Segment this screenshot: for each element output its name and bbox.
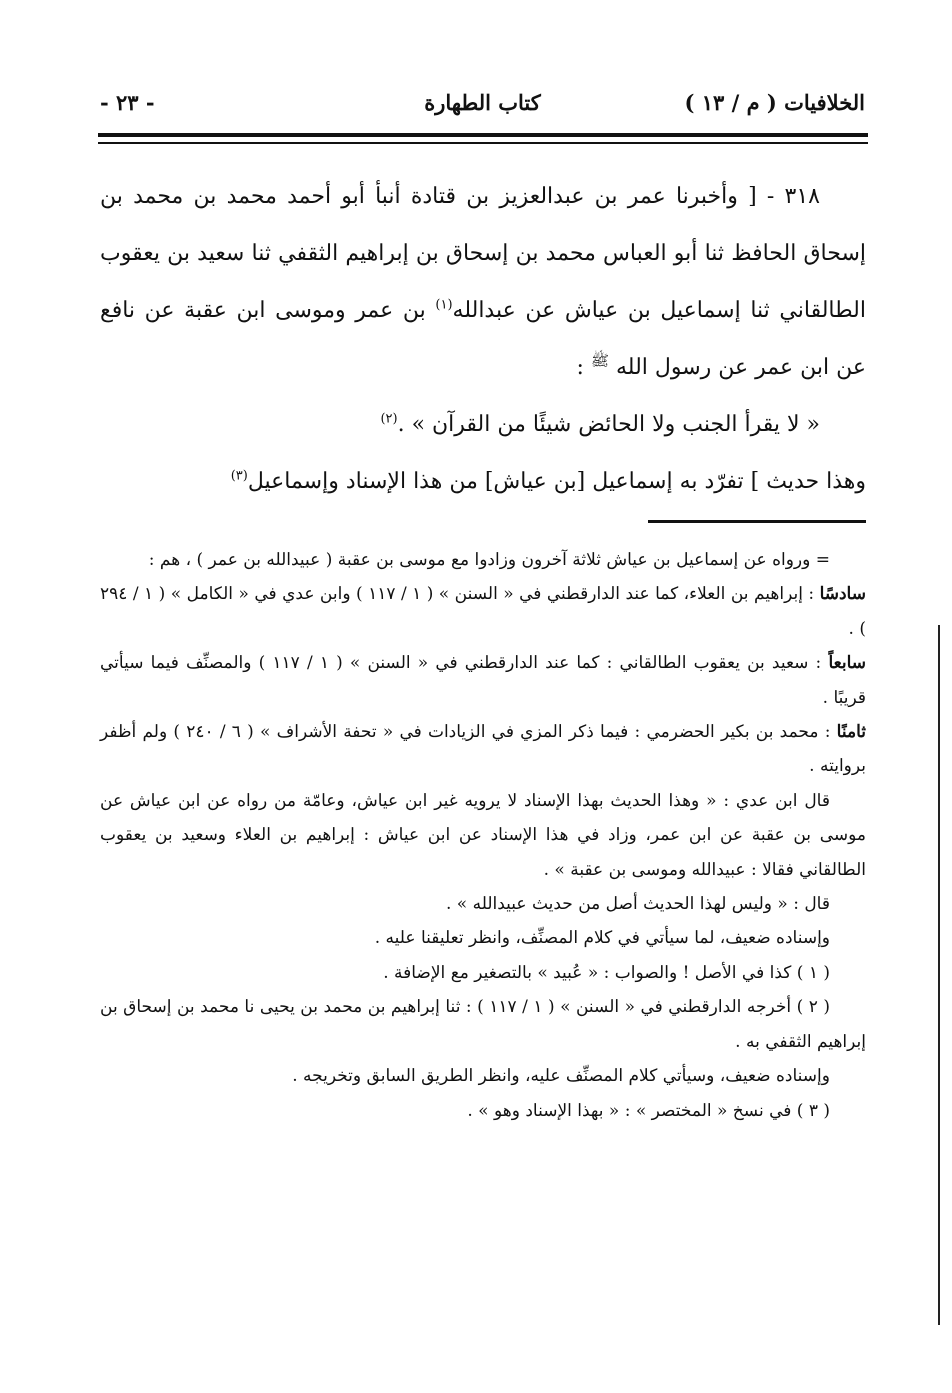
footnote-separator: [648, 520, 866, 523]
hadith-chain: ٣١٨ - [ وأخبرنا عمر بن عبدالعزيز بن قتادة أنبأ أبو أحمد محمد بن محمد بن إسحاق الحافظ ثنا أبو العباس محمد بن إسحاق بن إبراهيم الثقفي ثنا سعيد بن يعقوب الطالقاني ثنا إسماعيل بن عياش عن عبدالله: [100, 184, 866, 323]
footnote-ref-1: (١): [435, 297, 453, 313]
footnote-ibn-adi-said: قال : « وليس لهذا الحديث أصل من حديث عبيدالله » .: [445, 894, 830, 915]
footnote-isnad-weak: وإسناده ضعيف، لما سيأتي في كلام المصنِّف، وانظر تعليقنا عليه .: [374, 928, 830, 949]
footnote-item-text: : سعيد بن يعقوب الطالقاني : كما عند الدارقطني في « السنن » ( ١ / ١١٧ ) والمصنِّف فيما سيأتي قريبًا .: [100, 653, 866, 708]
hadith-text: [100, 396, 866, 453]
page-header: [100, 82, 865, 122]
footnote-ref-2: (٢): [380, 411, 398, 427]
footnote-continuation: = ورواه عن إسماعيل بن عياش ثلاثة آخرون وزادوا مع موسى بن عقبة ( عبيدالله بن عمر ) ، هم :: [148, 550, 830, 570]
hadith-quote: « لا يقرأ الجنب ولا الحائض شيئًا من القرآن » .: [397, 412, 820, 437]
footnote-item-text: : إبراهيم بن العلاء، كما عند الدارقطني في « السنن » ( ١ / ١١٧ ) وابن عدي في « الكامل » ( ١ / ٢٩٤ ) .: [100, 584, 866, 639]
main-text: [100, 168, 866, 510]
footnotes: [100, 543, 866, 1128]
hadith-chain-end: :: [576, 355, 591, 380]
ordinal-label: سادسًا: [819, 584, 866, 605]
footnote-3: ( ٣ ) في نسخ « المختصر » : « بهذا الإسناد وهو » .: [467, 1100, 830, 1121]
commentary-text: وهذا حديث ] تفرّد به إسماعيل [بن عياش] من هذا الإسناد وإسماعيل: [247, 469, 866, 494]
footnote-ref-3: (٣): [230, 468, 248, 484]
ordinal-label: سابعاً: [828, 653, 866, 674]
footnote-1: ( ١ ) كذا في الأصل ! والصواب : « عُبيد » بالتصغير مع الإضافة .: [383, 962, 830, 983]
salutation-glyph: ﷺ: [590, 351, 610, 370]
footnote-item-sixth: [100, 577, 866, 646]
footnote-item-text: : محمد بن بكير الحضرمي : فيما ذكر المزي في الزيادات في « تحفة الأشراف » ( ٦ / ٢٤٠ ) ولم أظفر بروايته .: [100, 722, 866, 777]
ordinal-label: ثامنًا: [836, 722, 866, 743]
footnote-2-isnad: وإسناده ضعيف، وسيأتي كلام المصنِّف عليه، وانظر الطريق السابق وتخريجه .: [292, 1066, 830, 1087]
footnote-ibn-adi-quote: قال ابن عدي : « وهذا الحديث بهذا الإسناد لا يرويه غير ابن عياش، وعامّة من رواه عن ابن عياش عن موسى بن عقبة عن ابن عمر، وزاد في هذا الإسناد عن ابن عياش : إبراهيم بن العلاء وسعيد بن يعقوب الطالقاني فقالا : عبيدالله وموسى بن عقبة » .: [100, 790, 866, 880]
hadith-paragraph: [100, 168, 866, 396]
footnote-item-eighth: [100, 715, 866, 784]
hadith-chain-continued: بن عمر وموسى ابن عقبة عن نافع عن ابن عمر عن رسول الله: [100, 298, 866, 380]
header-rule-thin: [98, 142, 868, 144]
header-chapter-title: كتاب الطهارة: [424, 89, 541, 115]
footnote-item-seventh: [100, 646, 866, 715]
footnote-2: ( ٢ ) أخرجه الدارقطني في « السنن » ( ١ / ١١٧ ) : ثنا إبراهيم بن محمد بن يحيى نا محمد بن إسحاق بن إبراهيم الثقفي به .: [100, 997, 866, 1052]
header-rule-thick: [98, 133, 868, 137]
commentary-paragraph: [100, 453, 866, 510]
header-book-title: الخلافيات ( م / ١٣ ): [684, 89, 865, 115]
page-edge-line: [938, 625, 940, 1325]
page-number: - ٢٣ -: [100, 89, 155, 115]
